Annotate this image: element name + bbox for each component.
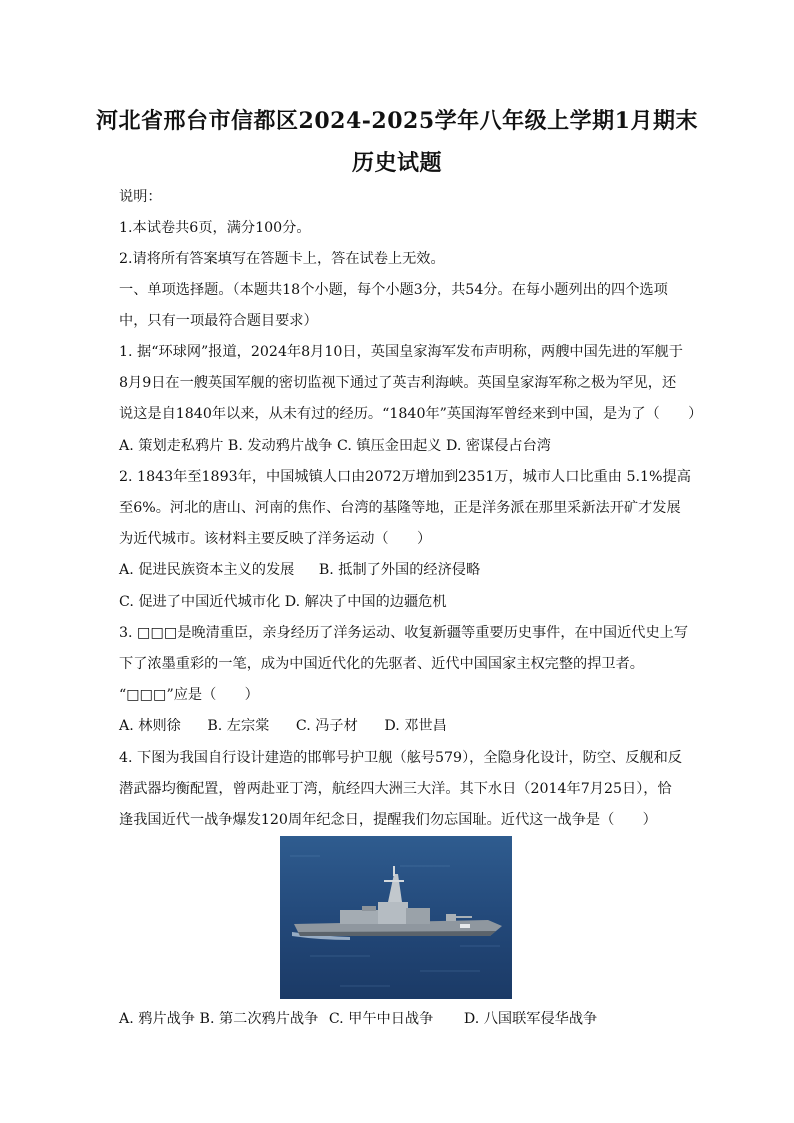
instruction-item-2: 2.请将所有答案填写在答题卡上，答在试卷上无效。 xyxy=(119,251,445,267)
question-3-options xyxy=(119,716,447,736)
question-2-line1: 2. 1843年至1893年，中国城镇人口由2072万增加到2351万，城市人口比重由 5.1%提高 xyxy=(119,469,691,485)
question-2-line2: 至6%。河北的唐山、河南的焦作、台湾的基隆等地，正是洋务派在那里采新法开矿才发展 xyxy=(119,500,681,516)
question-2-option-a: A. 促进民族资本主义的发展 xyxy=(119,562,295,578)
instruction-item-1: 1.本试卷共6页，满分100分。 xyxy=(119,220,311,236)
question-3-option-a: A. 林则徐 xyxy=(119,718,181,734)
exam-title-line2: 历史试题 xyxy=(351,150,442,176)
section-heading-line2: 中，只有一项最符合题目要求） xyxy=(119,313,318,329)
question-3-option-d: D. 邓世昌 xyxy=(384,718,447,734)
question-1-line1: 1. 据“环球网”报道，2024年8月10日，英国皇家海军发布声明称，两艘中国先进的军舰于 xyxy=(119,344,683,360)
question-1-line2: 8月9日在一艘英国军舰的密切监视下通过了英吉利海峡。英国皇家海军称之极为罕见，还 xyxy=(119,375,677,391)
question-3-line3: “□□□”应是（ ） xyxy=(119,687,259,703)
question-2-option-b: B. 抵制了外国的经济侵略 xyxy=(318,562,481,578)
question-4-line1: 4. 下图为我国自行设计建造的邯郸号护卫舰（舷号579），全隐身化设计，防空、反舰和反 xyxy=(119,750,682,766)
question-4-options-ab: A. 鸦片战争 B. 第二次鸦片战争 xyxy=(119,1011,319,1027)
question-4-line3: 逢我国近代一战争爆发120周年纪念日，提醒我们勿忘国耻。近代这一战争是（ ） xyxy=(119,812,657,828)
question-4-option-c: C. 甲午中日战争 xyxy=(328,1011,434,1027)
question-2-line3: 为近代城市。该材料主要反映了洋务运动（ ） xyxy=(119,531,432,547)
question-3-option-c: C. 冯子材 xyxy=(295,718,358,734)
instructions-heading: 说明： xyxy=(119,189,162,205)
question-1-options: A. 策划走私鸦片 B. 发动鸦片战争 C. 镇压金田起义 D. 密谋侵占台湾 xyxy=(119,438,551,454)
question-3-line2: 下了浓墨重彩的一笔，成为中国近代化的先驱者、近代中国国家主权完整的捍卫者。 xyxy=(119,656,644,672)
question-2-options-ab xyxy=(119,560,480,580)
question-4-line2: 潜武器均衡配置，曾两赴亚丁湾，航经四大洲三大洋。其下水日（2014年7月25日），恰 xyxy=(119,781,672,797)
question-1-line3: 说这是自1840年以来，从未有过的经历。“1840年”英国海军曾经来到中国，是为了（ ） xyxy=(119,406,703,422)
section-heading-line1: 一、单项选择题。（本题共18个小题，每个小题3分，共54分。在每小题列出的四个选项 xyxy=(119,282,668,298)
question-2-options-cd: C. 促进了中国近代城市化 D. 解决了中国的边疆危机 xyxy=(119,594,447,610)
question-3-option-b: B. 左宗棠 xyxy=(207,718,270,734)
frigate-photo xyxy=(280,836,512,999)
question-4-options xyxy=(119,1009,597,1029)
question-4-option-d: D. 八国联军侵华战争 xyxy=(463,1011,598,1027)
question-3-line1: 3. □□□是晚清重臣，亲身经历了洋务运动、收复新疆等重要历史事件，在中国近代史上写 xyxy=(119,625,689,641)
exam-title-line1: 河北省邢台市信都区2024-2025学年八年级上学期1月期末 xyxy=(96,108,698,134)
